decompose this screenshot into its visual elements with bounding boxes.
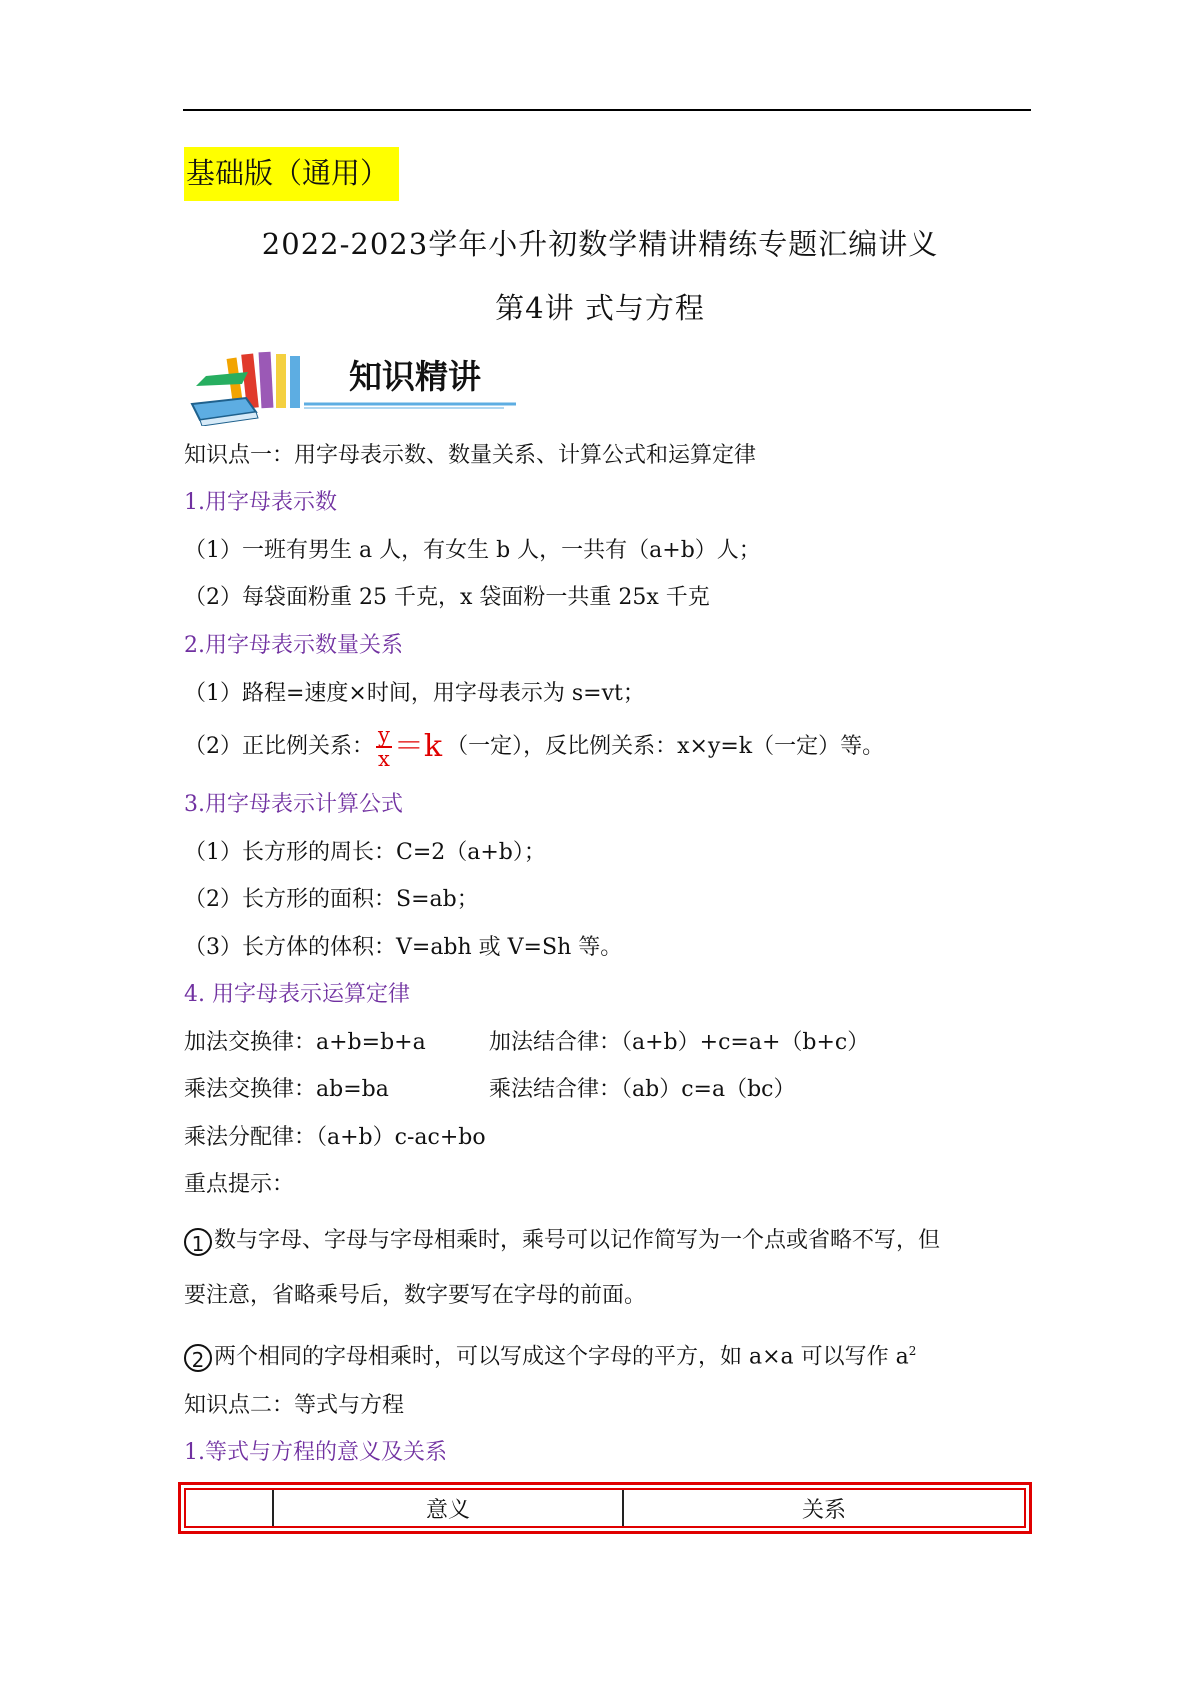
s2-line-1: （1）路程=速度×时间，用字母表示为 s=vt； <box>184 681 645 706</box>
knowledge-point-2-heading: 知识点二：等式与方程 <box>184 1393 405 1418</box>
s3-line-3: （3）长方体的体积：V=abh 或 V=Sh 等。 <box>184 935 623 960</box>
multiplication-associative: 乘法结合律：（ab）c=a（bc） <box>489 1077 796 1102</box>
multiplication-commutative: 乘法交换律：ab=ba <box>184 1077 389 1102</box>
tip-1-line-a <box>184 1226 940 1256</box>
circled-number-1: 1 <box>184 1228 212 1256</box>
edition-badge: 基础版（通用） <box>184 147 399 201</box>
tips-title: 重点提示： <box>184 1172 295 1197</box>
tip-1-line-b: 要注意，省略乘号后，数字要写在字母的前面。 <box>184 1283 647 1308</box>
fraction-equals-k: ＝k <box>393 729 443 764</box>
addition-associative: 加法结合律：（a+b）+c=a+（b+c） <box>489 1030 870 1055</box>
circled-number-2: 2 <box>184 1344 212 1372</box>
s2-line-2 <box>184 722 884 772</box>
header-rule <box>183 109 1031 111</box>
s2-line-2-suffix: （一定），反比例关系：x×y=k（一定）等。 <box>446 734 885 759</box>
s3-line-1: （1）长方形的周长：C=2（a+b）； <box>184 840 546 865</box>
lecture-title: 第4讲 式与方程 <box>495 291 705 325</box>
s3-line-2: （2）长方形的面积：S=ab； <box>184 887 479 912</box>
table-header-row <box>184 1488 1026 1528</box>
kp2-subsection-1-title: 1.等式与方程的意义及关系 <box>184 1440 447 1465</box>
multiplication-distributive: 乘法分配律：（a+b）c-ac+bo <box>184 1125 486 1150</box>
subsection-1-title: 1.用字母表示数 <box>184 490 337 515</box>
banner-label: 知识精讲 <box>349 357 481 396</box>
tip-2-text: 两个相同的字母相乘时，可以写成这个字母的平方，如 a×a 可以写作 a <box>214 1344 909 1370</box>
s1-line-1: （1）一班有男生 a 人，有女生 b 人，一共有（a+b）人； <box>184 538 761 563</box>
document-title: 2022-2023学年小升初数学精讲精练专题汇编讲义 <box>261 227 939 261</box>
subsection-3-title: 3.用字母表示计算公式 <box>184 792 403 817</box>
table-header-blank <box>186 1490 274 1526</box>
square-superscript: 2 <box>908 1344 917 1358</box>
fraction-numerator: y <box>378 723 390 747</box>
s2-line-2-prefix: （2）正比例关系： <box>184 734 374 759</box>
table-header-meaning: 意义 <box>274 1490 624 1526</box>
s1-line-2: （2）每袋面粉重 25 千克，x 袋面粉一共重 25x 千克 <box>184 585 710 610</box>
addition-commutative: 加法交换律：a+b=b+a <box>184 1030 426 1055</box>
table-header-relation: 关系 <box>801 1497 846 1523</box>
section-banner <box>186 346 526 426</box>
subsection-4-title: 4. 用字母表示运算定律 <box>184 982 410 1007</box>
ratio-fraction <box>376 724 392 770</box>
tip-2-line <box>184 1336 916 1372</box>
knowledge-point-1-heading: 知识点一：用字母表示数、数量关系、计算公式和运算定律 <box>184 443 757 468</box>
tip-1-text-a: 数与字母、字母与字母相乘时，乘号可以记作简写为一个点或省略不写，但 <box>214 1228 941 1253</box>
equation-table <box>178 1482 1032 1534</box>
fraction-denominator: x <box>378 747 390 771</box>
subsection-2-title: 2.用字母表示数量关系 <box>184 633 403 658</box>
